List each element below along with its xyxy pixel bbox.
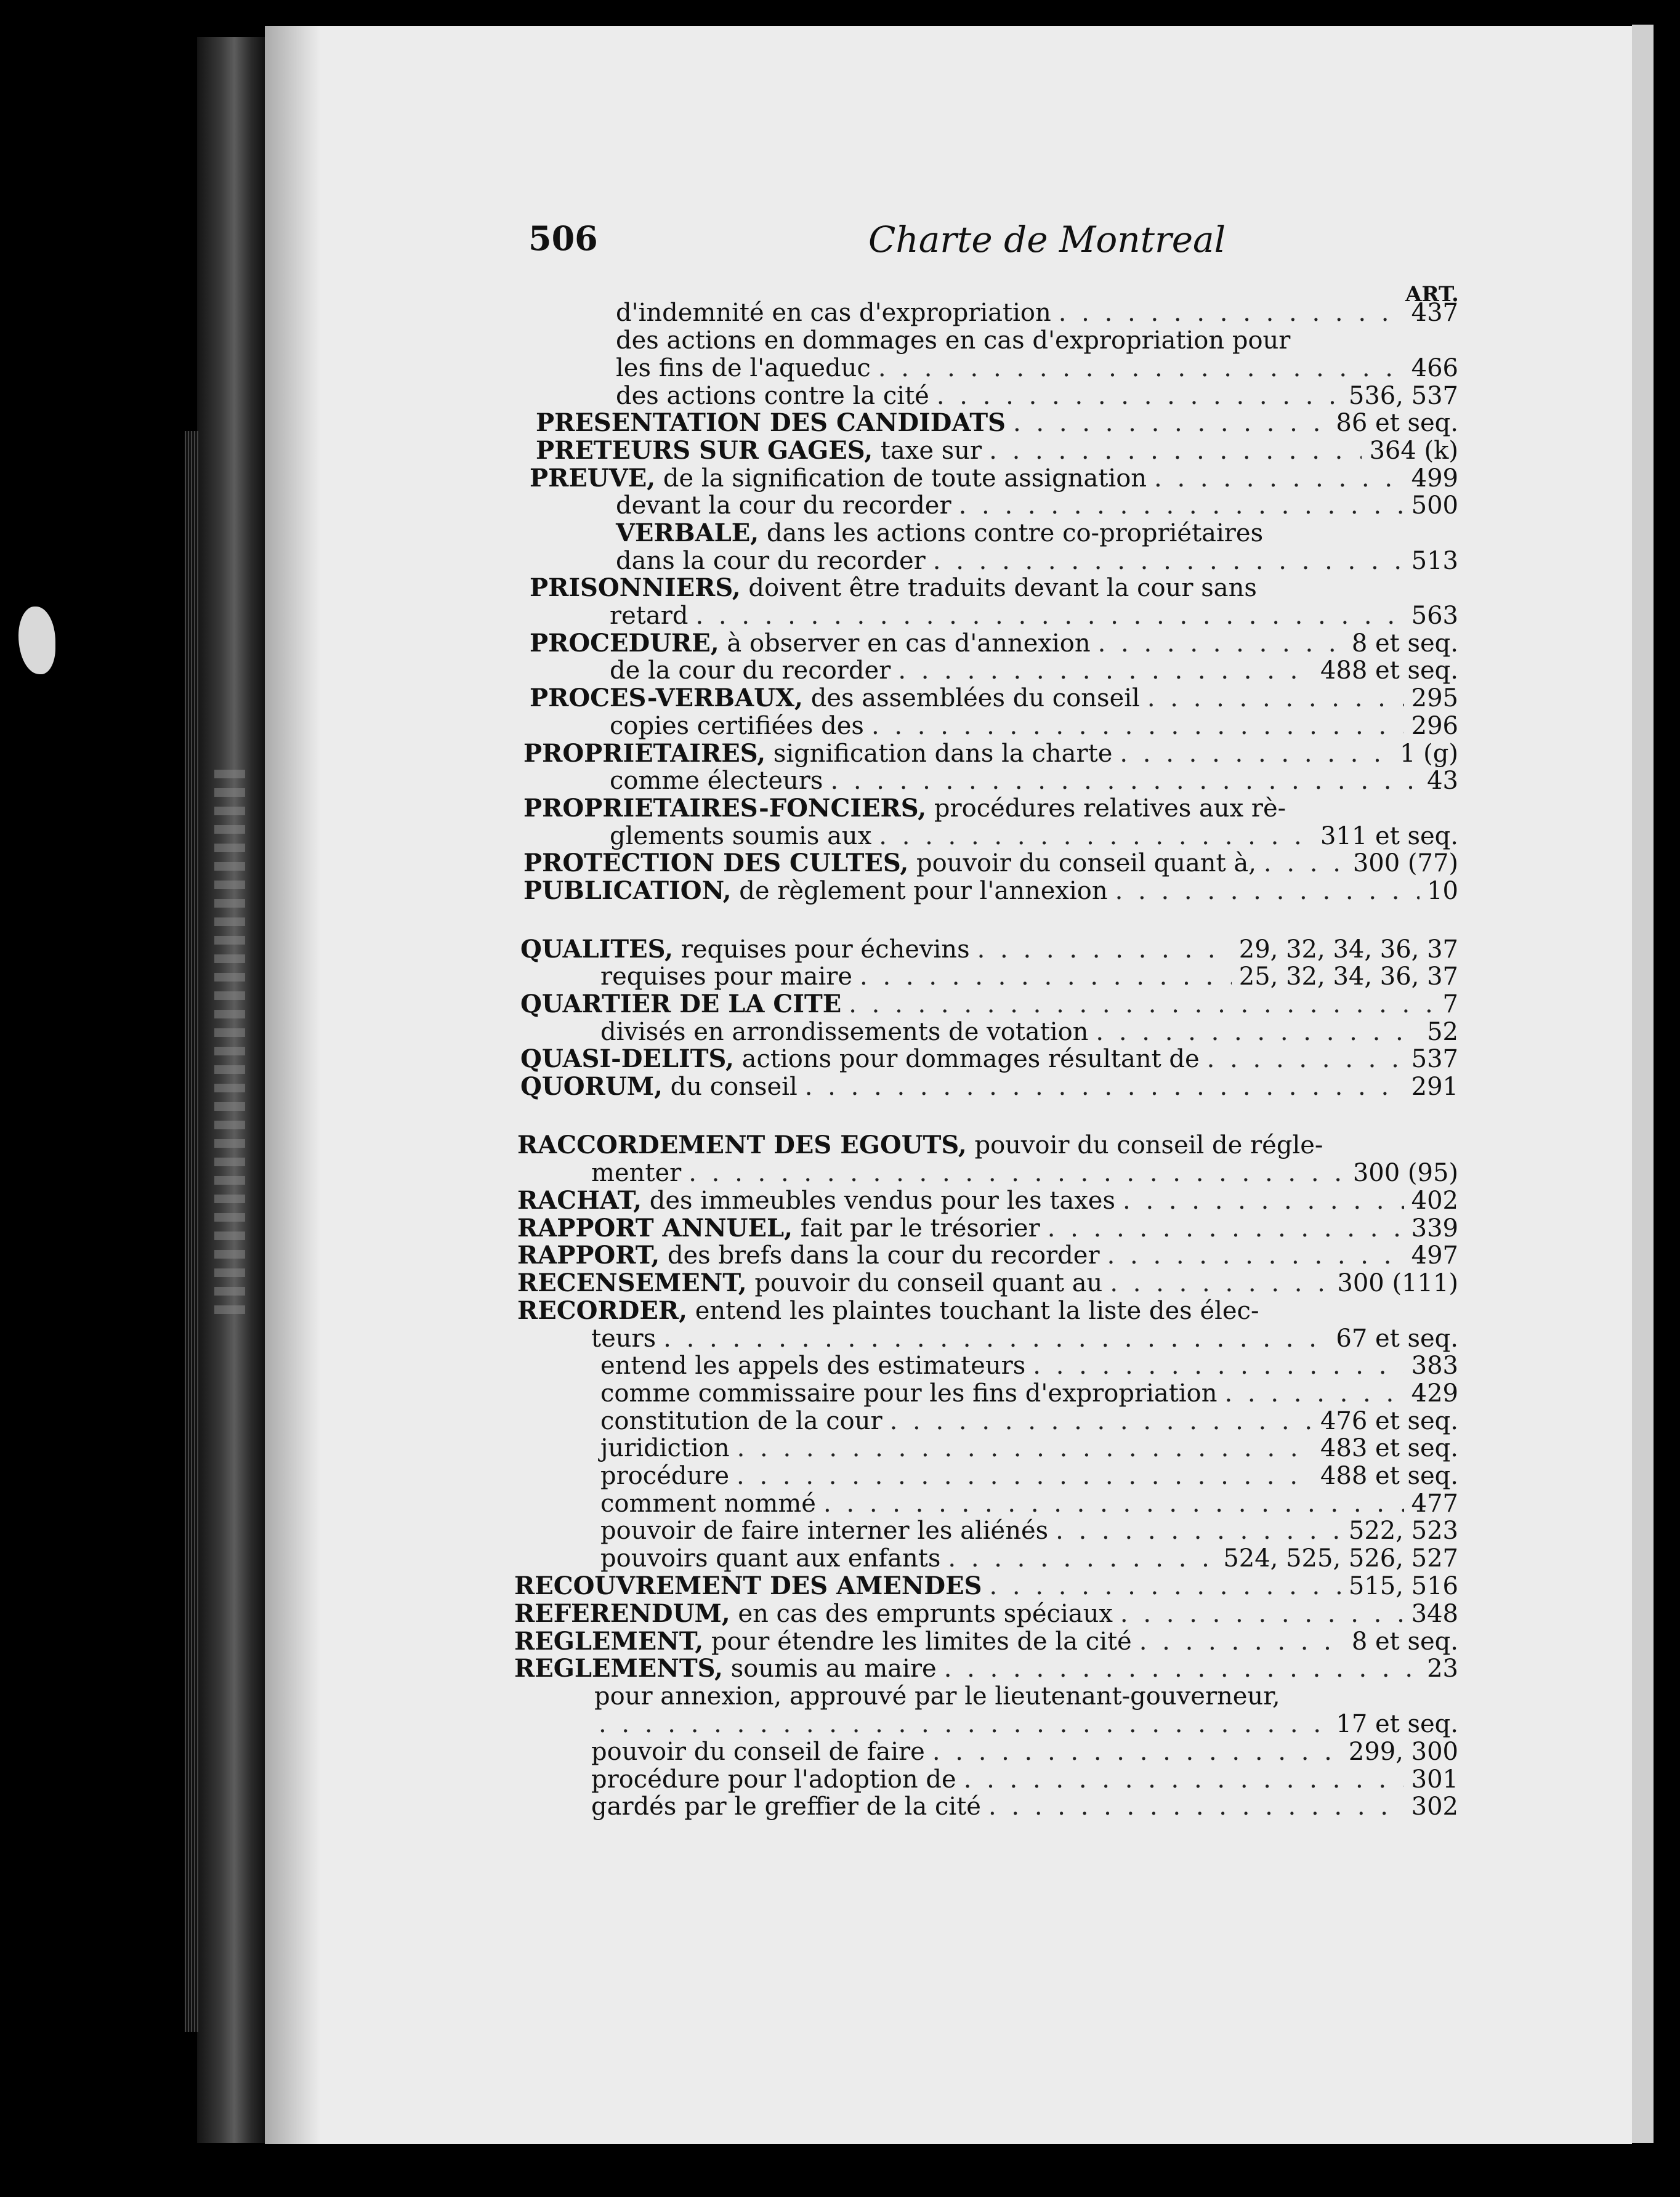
dot-leader bbox=[1120, 1602, 1404, 1626]
article-reference: 348 bbox=[1411, 1600, 1458, 1628]
entry-text bbox=[520, 1044, 1200, 1073]
dot-leader bbox=[1107, 1243, 1404, 1268]
dot-leader bbox=[964, 1767, 1404, 1792]
dot-leader bbox=[990, 1574, 1341, 1598]
index-entry bbox=[610, 603, 1458, 628]
index-entry bbox=[600, 1518, 1458, 1543]
entry-text bbox=[610, 768, 823, 793]
article-reference: 515, 516 bbox=[1348, 1572, 1458, 1600]
entry-text bbox=[616, 356, 871, 381]
entry-description: à observer en cas d'annexion bbox=[719, 629, 1091, 658]
article-reference: 488 et seq. bbox=[1320, 1462, 1458, 1490]
entry-heading: VERBALE, bbox=[616, 518, 759, 547]
dot-leader bbox=[959, 493, 1404, 518]
index-entry bbox=[600, 1464, 1458, 1488]
entry-text bbox=[536, 438, 982, 463]
entry-text bbox=[517, 1243, 1100, 1268]
article-reference: 8 et seq. bbox=[1351, 1627, 1458, 1656]
entry-heading: RACCORDEMENT DES EGOUTS, bbox=[517, 1131, 967, 1159]
entry-description: pour annexion, approuvé par le lieutenant-gouverneur, bbox=[594, 1682, 1280, 1711]
dot-leader bbox=[1096, 1020, 1420, 1044]
entry-heading: RAPPORT, bbox=[517, 1241, 660, 1270]
entry-description: des actions contre la cité bbox=[616, 382, 929, 410]
dot-leader bbox=[1059, 300, 1404, 325]
entry-text bbox=[514, 1629, 1132, 1654]
index-entry bbox=[591, 1326, 1458, 1351]
entry-text bbox=[591, 1794, 981, 1819]
entry-description: menter bbox=[591, 1159, 682, 1187]
entry-heading: REFERENDUM, bbox=[514, 1599, 730, 1628]
article-reference: 299, 300 bbox=[1348, 1738, 1458, 1766]
index-entry bbox=[600, 1409, 1458, 1433]
entry-text bbox=[616, 549, 926, 573]
article-reference: 52 bbox=[1427, 1018, 1458, 1046]
dot-leader bbox=[1033, 1353, 1403, 1378]
dot-leader bbox=[948, 1546, 1216, 1571]
article-reference: 302 bbox=[1411, 1792, 1458, 1821]
article-reference: 1 (g) bbox=[1400, 740, 1458, 768]
article-reference: 300 (95) bbox=[1352, 1159, 1458, 1187]
entry-text bbox=[610, 824, 871, 849]
entry-text bbox=[530, 631, 1091, 656]
article-reference: 295 bbox=[1411, 684, 1458, 712]
dot-leader bbox=[1120, 741, 1392, 766]
dot-leader bbox=[663, 1326, 1328, 1351]
entry-text bbox=[616, 300, 1051, 325]
entry-description: des immeubles vendus pour les taxes bbox=[642, 1187, 1116, 1215]
article-reference: 25, 32, 34, 36, 37 bbox=[1238, 962, 1458, 991]
article-reference: 466 bbox=[1411, 354, 1458, 382]
dot-leader bbox=[1115, 879, 1420, 903]
index-entry bbox=[517, 1133, 1458, 1158]
index-entry bbox=[520, 937, 1458, 962]
entry-heading: RECORDER, bbox=[517, 1296, 687, 1325]
entry-text bbox=[536, 408, 1006, 437]
index-entry bbox=[517, 1188, 1458, 1213]
index-entry bbox=[616, 549, 1458, 573]
entry-text bbox=[600, 1353, 1025, 1378]
index-entry bbox=[523, 851, 1458, 876]
entry-heading: PROPRIETAIRES, bbox=[523, 739, 766, 768]
entry-heading: PUBLICATION, bbox=[523, 876, 732, 905]
dot-leader bbox=[933, 549, 1404, 573]
dot-leader bbox=[1264, 851, 1346, 876]
entry-text bbox=[610, 714, 864, 738]
dot-leader bbox=[878, 356, 1404, 381]
entry-description: teurs bbox=[591, 1324, 656, 1353]
entry-text bbox=[520, 937, 970, 962]
dot-leader bbox=[849, 992, 1435, 1017]
entry-text bbox=[600, 964, 852, 989]
entry-text bbox=[594, 1684, 1280, 1709]
entry-text bbox=[523, 741, 1112, 766]
entry-description: du conseil bbox=[662, 1073, 798, 1101]
entry-description: des assemblées du conseil bbox=[802, 684, 1140, 712]
article-reference: 402 bbox=[1411, 1187, 1458, 1215]
index-entry bbox=[517, 1243, 1458, 1268]
entry-text bbox=[600, 1381, 1217, 1406]
entry-text bbox=[600, 1020, 1088, 1044]
entry-description: pouvoir du conseil de faire bbox=[591, 1738, 925, 1766]
index-entry bbox=[610, 824, 1458, 849]
index-entry bbox=[600, 1491, 1458, 1516]
entry-description: comment nommé bbox=[600, 1490, 816, 1518]
running-title: Charte de Montreal bbox=[868, 219, 1226, 260]
article-column-label: ART. bbox=[1405, 282, 1459, 307]
dot-leader bbox=[1154, 466, 1404, 491]
dot-leader bbox=[805, 1074, 1404, 1099]
entry-text bbox=[600, 1436, 730, 1461]
entry-description: requises pour maire bbox=[600, 962, 853, 991]
entry-description: soumis au maire bbox=[722, 1655, 937, 1683]
entry-text bbox=[616, 493, 951, 518]
index-entry bbox=[591, 1794, 1458, 1819]
index-entry bbox=[530, 631, 1458, 656]
index-entry bbox=[536, 438, 1458, 463]
index-entry bbox=[514, 1629, 1458, 1654]
entry-description: procédures relatives aux rè- bbox=[926, 794, 1286, 823]
index-entry bbox=[591, 1739, 1458, 1764]
entry-text bbox=[591, 1161, 681, 1185]
entry-text bbox=[600, 1546, 940, 1571]
article-reference: 483 et seq. bbox=[1320, 1434, 1458, 1462]
article-reference: 497 bbox=[1411, 1241, 1458, 1270]
dot-leader bbox=[599, 1712, 1328, 1736]
dot-leader bbox=[737, 1464, 1313, 1488]
index-entry bbox=[616, 493, 1458, 518]
index-entry bbox=[600, 1353, 1458, 1378]
index-entry bbox=[520, 1044, 1458, 1073]
entry-heading: QUALITES, bbox=[520, 935, 674, 964]
index-entry bbox=[536, 408, 1458, 437]
entry-heading: PROTECTION DES CULTES, bbox=[523, 849, 909, 877]
entry-text bbox=[517, 1268, 1103, 1297]
entry-text bbox=[600, 1518, 1048, 1543]
dot-leader bbox=[871, 714, 1404, 738]
index-entry bbox=[523, 876, 1458, 905]
article-reference: 10 bbox=[1427, 877, 1458, 905]
article-reference: 301 bbox=[1411, 1765, 1458, 1794]
article-reference: 383 bbox=[1411, 1352, 1458, 1380]
entry-heading: QUARTIER DE LA CITE bbox=[520, 990, 842, 1018]
dot-leader bbox=[689, 1161, 1346, 1185]
dot-leader bbox=[989, 438, 1362, 463]
next-page-edge bbox=[1632, 25, 1654, 2143]
dot-leader bbox=[977, 937, 1232, 962]
entry-text bbox=[530, 683, 1140, 712]
dot-leader bbox=[1207, 1047, 1404, 1071]
dot-leader bbox=[830, 768, 1420, 793]
article-reference: 29, 32, 34, 36, 37 bbox=[1238, 935, 1458, 964]
index-entry bbox=[520, 992, 1458, 1017]
index-entry bbox=[616, 356, 1458, 381]
index-entry bbox=[616, 300, 1458, 325]
index-entry bbox=[514, 1599, 1458, 1628]
entry-description: juridiction bbox=[600, 1434, 730, 1462]
article-reference: 563 bbox=[1411, 602, 1458, 630]
entry-heading: REGLEMENT, bbox=[514, 1627, 704, 1656]
entry-description: devant la cour du recorder bbox=[616, 491, 951, 520]
article-reference: 522, 523 bbox=[1348, 1517, 1458, 1545]
article-reference: 499 bbox=[1411, 464, 1458, 493]
entry-description: retard bbox=[610, 602, 689, 630]
article-reference: 43 bbox=[1427, 767, 1458, 795]
page-number: 506 bbox=[528, 219, 598, 258]
index-entry bbox=[591, 1767, 1458, 1792]
index-entry bbox=[591, 1161, 1458, 1185]
index-entry bbox=[600, 1020, 1458, 1044]
entry-heading: RECENSEMENT, bbox=[517, 1268, 747, 1297]
dot-leader bbox=[932, 1739, 1341, 1764]
entry-description: pouvoirs quant aux enfants bbox=[600, 1544, 941, 1573]
index-entry bbox=[514, 1571, 1458, 1600]
entry-text bbox=[591, 1739, 925, 1764]
entry-description: procédure bbox=[600, 1462, 730, 1490]
index-entry bbox=[610, 714, 1458, 738]
article-reference: 339 bbox=[1411, 1214, 1458, 1243]
entry-description: procédure pour l'adoption de bbox=[591, 1765, 956, 1794]
dot-leader bbox=[1056, 1518, 1341, 1543]
entry-description: pouvoir de faire interner les aliénés bbox=[600, 1517, 1049, 1545]
entry-text bbox=[514, 1599, 1113, 1628]
dot-leader bbox=[823, 1491, 1404, 1516]
entry-description: glements soumis aux bbox=[610, 822, 872, 850]
spine-lettering bbox=[214, 770, 245, 1324]
entry-description: gardés par le greffier de la cité bbox=[591, 1792, 981, 1821]
dot-leader bbox=[1013, 411, 1328, 435]
article-reference: 296 bbox=[1411, 712, 1458, 740]
index-entry bbox=[530, 683, 1458, 712]
entry-text bbox=[514, 1656, 937, 1681]
entry-text bbox=[520, 992, 841, 1017]
entry-text bbox=[600, 1464, 729, 1488]
index-entry bbox=[520, 1074, 1458, 1099]
entry-description: de la signification de toute assignation bbox=[655, 464, 1147, 493]
index-entry bbox=[517, 1216, 1458, 1241]
entry-heading: PRETEURS SUR GAGES, bbox=[536, 436, 873, 465]
article-reference: 500 bbox=[1411, 491, 1458, 520]
entry-text bbox=[600, 1409, 882, 1433]
index-entry bbox=[591, 1712, 1458, 1736]
entry-heading: RACHAT, bbox=[517, 1186, 642, 1215]
index-entry bbox=[616, 384, 1458, 408]
article-reference: 524, 525, 526, 527 bbox=[1223, 1544, 1458, 1573]
index-entry bbox=[523, 796, 1458, 821]
entry-text bbox=[523, 851, 1256, 876]
dot-leader bbox=[937, 384, 1341, 408]
entry-text bbox=[514, 1571, 982, 1600]
dot-leader bbox=[1110, 1271, 1330, 1296]
index-entry bbox=[610, 658, 1458, 683]
entry-description: pouvoir du conseil quant au bbox=[746, 1269, 1103, 1297]
entry-description: pouvoir du conseil quant à, bbox=[908, 849, 1256, 877]
entry-heading: PROCEDURE, bbox=[530, 629, 719, 658]
article-reference: 536, 537 bbox=[1348, 382, 1458, 410]
entry-description: taxe sur bbox=[873, 437, 982, 465]
entry-text bbox=[591, 1767, 956, 1792]
entry-description: constitution de la cour bbox=[600, 1407, 882, 1435]
entry-text bbox=[616, 328, 1290, 353]
dot-leader bbox=[988, 1794, 1404, 1819]
article-reference: 86 et seq. bbox=[1336, 409, 1458, 437]
entry-description: entend les appels des estimateurs bbox=[600, 1352, 1026, 1380]
article-reference: 17 et seq. bbox=[1336, 1710, 1458, 1738]
entry-text bbox=[610, 658, 890, 683]
entry-heading: PREUVE, bbox=[530, 464, 656, 493]
scan-blemish bbox=[18, 607, 55, 674]
gutter-shadow bbox=[265, 26, 320, 2144]
entry-text bbox=[600, 1491, 816, 1516]
entry-heading: PRESENTATION DES CANDIDATS bbox=[536, 408, 1006, 437]
article-reference: 437 bbox=[1411, 299, 1458, 327]
entry-heading: PROPRIETAIRES-FONCIERS, bbox=[523, 794, 927, 823]
entry-heading: RECOUVREMENT DES AMENDES bbox=[514, 1571, 982, 1600]
index-entry bbox=[530, 573, 1458, 602]
dot-leader bbox=[1048, 1216, 1404, 1241]
entry-heading: REGLEMENTS, bbox=[514, 1654, 723, 1683]
index-entry bbox=[594, 1684, 1458, 1709]
article-reference: 311 et seq. bbox=[1320, 822, 1458, 850]
dot-leader bbox=[1098, 631, 1344, 656]
entry-text bbox=[616, 518, 1264, 547]
page-edges bbox=[185, 431, 198, 2032]
index-entry bbox=[616, 518, 1458, 547]
entry-description: doivent être traduits devant la cour sans bbox=[740, 574, 1257, 602]
entry-text bbox=[517, 1216, 1040, 1241]
entry-description: comme électeurs bbox=[610, 767, 823, 795]
index-entry bbox=[523, 741, 1458, 766]
entry-description: d'indemnité en cas d'expropriation bbox=[616, 299, 1051, 327]
entry-text bbox=[517, 1188, 1115, 1213]
dot-leader bbox=[1123, 1188, 1404, 1213]
article-reference: 488 et seq. bbox=[1320, 656, 1458, 685]
article-reference: 477 bbox=[1411, 1490, 1458, 1518]
article-reference: 513 bbox=[1411, 547, 1458, 575]
entry-description: pouvoir du conseil de régle- bbox=[966, 1131, 1323, 1159]
entry-heading: QUORUM, bbox=[520, 1072, 663, 1101]
index-entry bbox=[616, 328, 1458, 353]
entry-heading: PROCES-VERBAUX, bbox=[530, 683, 803, 712]
entry-text bbox=[523, 876, 1108, 905]
entry-text bbox=[520, 1074, 798, 1099]
entry-description: des brefs dans la cour du recorder bbox=[660, 1241, 1100, 1270]
index-entry bbox=[600, 1381, 1458, 1406]
entry-text bbox=[523, 796, 1286, 821]
entry-description: de règlement pour l'annexion bbox=[731, 877, 1108, 905]
entry-text bbox=[517, 1133, 1323, 1158]
dot-leader bbox=[695, 603, 1403, 628]
dot-leader bbox=[1139, 1629, 1344, 1654]
index-entry bbox=[514, 1656, 1458, 1681]
entry-description: signification dans la charte bbox=[765, 740, 1113, 768]
article-reference: 67 et seq. bbox=[1336, 1324, 1458, 1353]
entry-text bbox=[517, 1296, 1259, 1325]
entry-description: pour étendre les limites de la cité bbox=[703, 1627, 1132, 1656]
article-reference: 291 bbox=[1411, 1073, 1458, 1101]
entry-description: requises pour échevins bbox=[673, 935, 970, 964]
entry-text bbox=[530, 573, 1257, 602]
article-reference: 300 (111) bbox=[1337, 1269, 1458, 1297]
index-entry bbox=[530, 466, 1458, 491]
index-entry bbox=[517, 1296, 1458, 1325]
index-entry bbox=[610, 768, 1458, 793]
article-reference: 537 bbox=[1411, 1045, 1458, 1073]
dot-leader bbox=[1147, 686, 1404, 711]
article-reference: 429 bbox=[1411, 1379, 1458, 1408]
entry-heading: PRISONNIERS, bbox=[530, 573, 741, 602]
entry-description: les fins de l'aqueduc bbox=[616, 354, 871, 382]
entry-description: des actions en dommages en cas d'expropriation pour bbox=[616, 326, 1291, 355]
entry-text bbox=[530, 466, 1147, 491]
dot-leader bbox=[944, 1656, 1420, 1681]
entry-text bbox=[610, 603, 688, 628]
index-entry bbox=[517, 1268, 1458, 1297]
dot-leader bbox=[898, 658, 1313, 683]
dot-leader bbox=[879, 824, 1313, 849]
entry-description: dans la cour du recorder bbox=[616, 547, 926, 575]
article-reference: 23 bbox=[1427, 1655, 1458, 1683]
entry-text bbox=[591, 1326, 656, 1351]
entry-description: actions pour dommages résultant de bbox=[733, 1045, 1200, 1073]
entry-description: copies certifiées des bbox=[610, 712, 864, 740]
article-reference: 364 (k) bbox=[1369, 437, 1458, 465]
dot-leader bbox=[737, 1436, 1313, 1461]
entry-description: dans les actions contre co-propriétaires bbox=[759, 519, 1264, 547]
entry-heading: QUASI-DELITS, bbox=[520, 1044, 734, 1073]
article-reference: 8 et seq. bbox=[1351, 629, 1458, 658]
entry-description: comme commissaire pour les fins d'expropriation bbox=[600, 1379, 1218, 1408]
entry-description: entend les plaintes touchant la liste des élec- bbox=[687, 1297, 1259, 1325]
entry-description: divisés en arrondissements de votation bbox=[600, 1018, 1089, 1046]
article-reference: 476 et seq. bbox=[1320, 1407, 1458, 1435]
entry-heading: RAPPORT ANNUEL, bbox=[517, 1214, 793, 1243]
index-entry bbox=[600, 1436, 1458, 1461]
article-reference: 300 (77) bbox=[1352, 849, 1458, 877]
dot-leader bbox=[890, 1409, 1313, 1433]
article-reference: 7 bbox=[1442, 990, 1458, 1018]
index-entry bbox=[600, 964, 1458, 989]
dot-leader bbox=[1224, 1381, 1403, 1406]
index-entry bbox=[600, 1546, 1458, 1571]
entry-description: de la cour du recorder bbox=[610, 656, 891, 685]
entry-description: en cas des emprunts spéciaux bbox=[730, 1600, 1113, 1628]
entry-text bbox=[616, 384, 929, 408]
entry-description: fait par le trésorier bbox=[793, 1214, 1040, 1243]
dot-leader bbox=[860, 964, 1232, 989]
